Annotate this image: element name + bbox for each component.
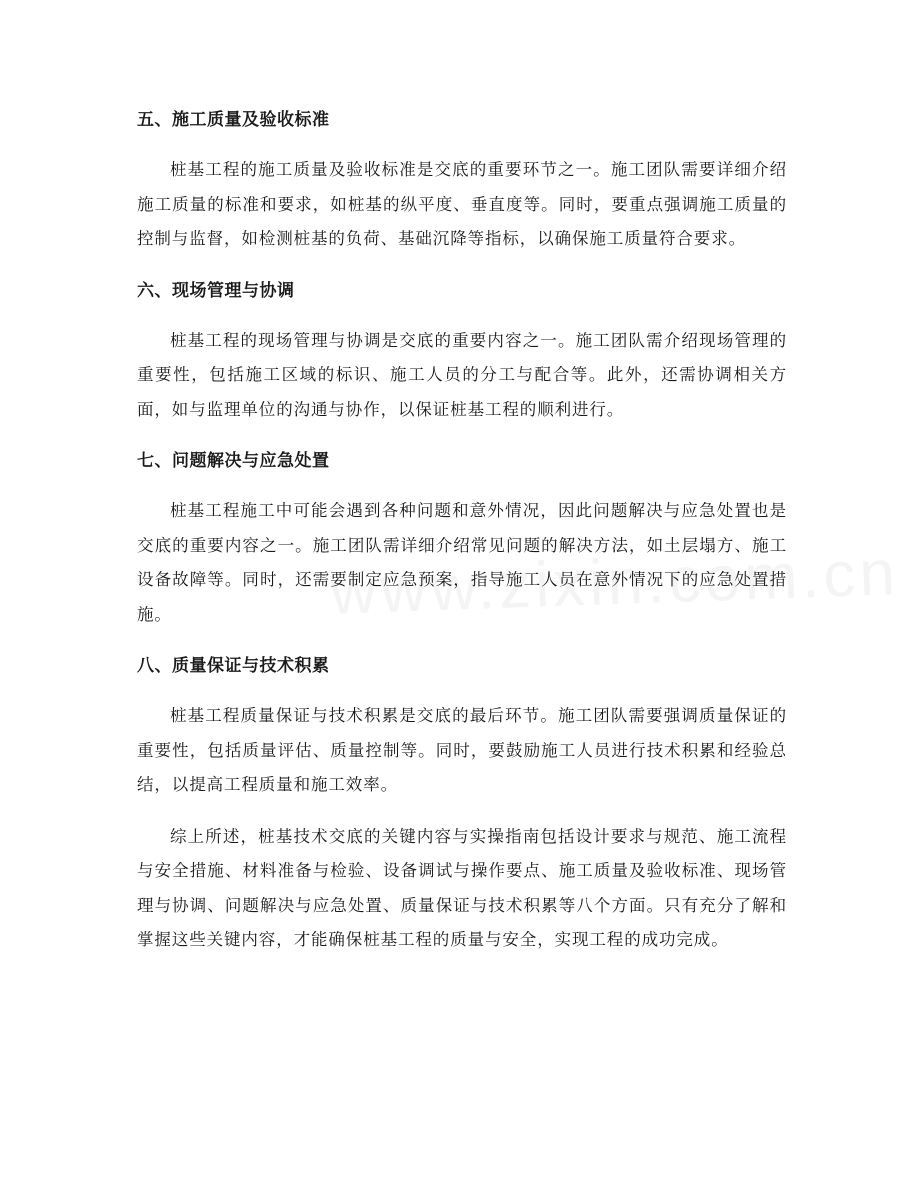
section-heading-8: 八、质量保证与技术积累	[137, 656, 330, 676]
section-heading-7: 七、问题解决与应急处置	[137, 451, 330, 471]
section-6-paragraph: 桩基工程的现场管理与协调是交底的重要内容之一。施工团队需介绍现场管理的重要性，包括施工区域的标识、施工人员的分工与配合等。此外，还需协调相关方面，如与监理单位的沟通与协作，以保证桩基工程的顺利进行。	[137, 330, 787, 419]
section-heading-5: 五、施工质量及验收标准	[137, 110, 330, 130]
section-8-paragraph: 桩基工程质量保证与技术积累是交底的最后环节。施工团队需要强调质量保证的重要性，包括质量评估、质量控制等。同时，要鼓励施工人员进行技术积累和经验总结，以提高工程质量和施工效率。	[137, 706, 787, 794]
section-5-paragraph: 桩基工程的施工质量及验收标准是交底的重要环节之一。施工团队需要详细介绍施工质量的标准和要求，如桩基的纵平度、垂直度等。同时，要重点强调施工质量的控制与监督，如检测桩基的负荷、基础沉降等指标，以确保施工质量符合要求。	[137, 160, 787, 248]
summary-paragraph: 综上所述，桩基技术交底的关键内容与实操指南包括设计要求与规范、施工流程与安全措施、材料准备与检验、设备调试与操作要点、施工质量及验收标准、现场管理与协调、问题解决与应急处置、质量保证与技术积累等八个方面。只有充分了解和掌握这些关键内容，才能确保桩基工程的质量与安全，实现工程的成功完成。	[137, 826, 787, 949]
section-heading-6: 六、现场管理与协调	[137, 280, 295, 301]
section-7-paragraph: 桩基工程施工中可能会遇到各种问题和意外情况，因此问题解决与应急处置也是交底的重要内容之一。施工团队需详细介绍常见问题的解决方法，如土层塌方、施工设备故障等。同时，还需要制定应急预案，指导施工人员在意外情况下的应急处置措施。	[137, 501, 787, 624]
document-body	[137, 103, 787, 958]
